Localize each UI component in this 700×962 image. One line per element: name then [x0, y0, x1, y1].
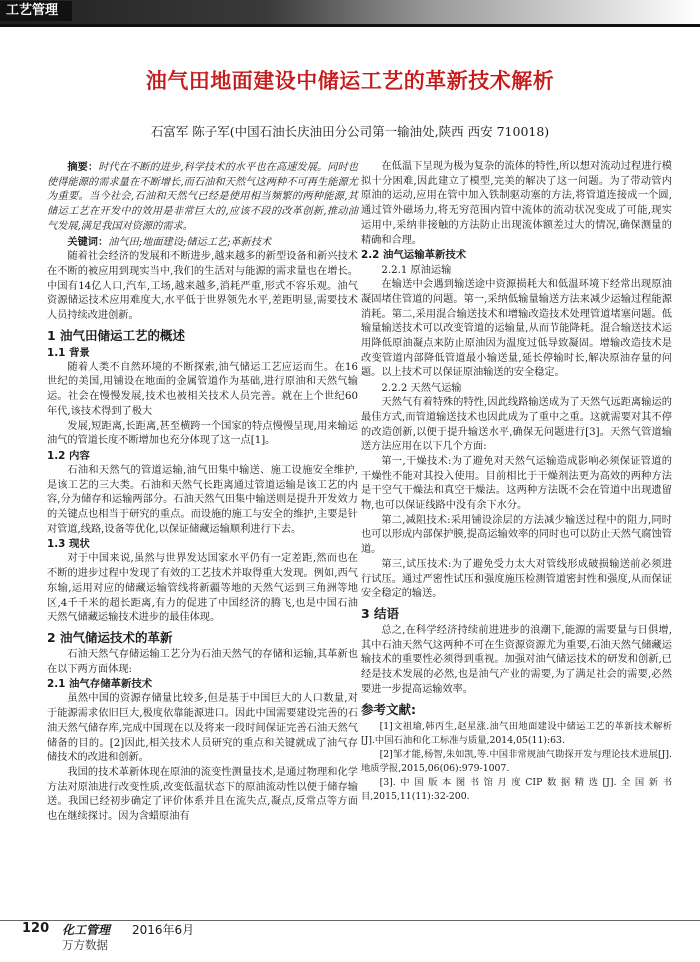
paragraph: 天然气有着特殊的特性,因此线路输送成为了天然气远距离输运的最佳方式,而管道输送技术也因此成为了重中之重。这就需要对其不停的改造创新,以便于提升输送水平,确保无问题进行[3]。天然气管道输送方法应用在以下几个方面:	[361, 397, 672, 453]
article-authors: 石富军 陈子军(中国石油长庆油田分公司第一输油处,陕西 西安 710018)	[150, 124, 550, 139]
keywords-text: 油气田;地面建设;储运工艺;革新技术	[108, 236, 272, 248]
subsection-heading: 2.1 油气存储革新技术	[47, 678, 153, 691]
paragraph: 在低温下呈现为极为复杂的流体的特性,所以想对流动过程进行模拟十分困难,因此建立了模型,完美的解决了这一问题。为了带动管内原油的运动,应用在管中加入铁制驱动塞的方法,将管道连接成一个圆,通过管外磁场力,将无穷范围内管中流体的流动状况变成了可能,现实运用中,采纳非接触的方法防止出现流体额差过大的情况,确保测量的精确和合理。	[361, 161, 672, 246]
section-heading: 1 油气田储运工艺的概述	[47, 327, 186, 343]
references-list	[361, 720, 672, 804]
issue-date: 2016年6月	[132, 923, 195, 937]
section-heading: 3 结语	[361, 605, 400, 621]
references-heading: 参考文献:	[361, 701, 416, 717]
paragraph: 第二,减阻技术:采用铺设涂层的方法减少输送过程中的阻力,同时也可以形成内部保护膜,提高运输效率的同时也可以防止天然气腐蚀管道。	[361, 514, 672, 556]
paragraph: 第一,干燥技术:为了避免对天然气运输造成影响必须保证管道的干燥性不能对其投入使用。目前相比于干燥剂法更为高效的两种方法是干空气干燥法和真空干燥法。这两种方法既不会在管道中出现遗留物,也可以保证线路中没有余下水分。	[361, 455, 672, 512]
watermark-text: 万方数据	[62, 938, 108, 952]
right-column	[361, 160, 672, 804]
intro-paragraph: 随着社会经济的发展和不断进步,越来越多的新型设备和新兴技术在不断的被应用到现实当中,我们的生活对与能源的需求量也在增长。中国有14亿人口,汽车,工场,越来越多,消耗严重,形式不容乐观。油气资源储运技术应用难度大,水平低于世界领先水平,差距明显,需要技术人员持续改进创新。	[47, 251, 358, 322]
section-heading: 2 油气储运技术的革新	[47, 629, 173, 645]
subsubsection-heading: 2.2.2 天然气运输	[381, 383, 462, 395]
paragraph: 石油天然气存储运输工艺分为石油天然气的存储和运输,其革新也在以下两方面体现:	[47, 648, 358, 675]
header-rule	[0, 24, 700, 27]
page-number: 120	[22, 921, 50, 936]
subsection-heading: 1.2 内容	[47, 449, 90, 462]
paragraph: 对于中国来说,虽然与世界发达国家水平仍有一定差距,然而也在不断的进步过程中发现了有效的工艺技术并取得重大发现。例如,西气东输,运用对应的储藏运输管线将新疆等地的天然气运到三角洲等地区,4千千米的超长距离,有力的促进了中国经济的腾飞,也是中国石油天然气储藏运输技术进步的最佳体现。	[47, 553, 358, 624]
paragraph: 随着人类不自然环境的不断探索,油气储运工艺应运而生。在16世纪的美国,用铺设在地面的金属管道作为基础,进行原油和天然气输运。社会在慢慢发展,技术也被相关技术人员完善。就在上个世纪60年代,该技术得到了极大	[47, 361, 358, 417]
paragraph: 总之,在科学经济持续前进进步的浪潮下,能源的需要量与日俱增,其中石油天然气这两种不可在生资源资源尤为重要,石油天然气储藏运输技术的重要性必须得到重视。加强对油气储运技术的研发和创新,已经是技术发展的必然,也是油气产业的需要,为了满足社会的需要,必然要进一步提高运输效率。	[361, 624, 672, 695]
header-band	[0, 0, 700, 26]
article-title: 油气田地面建设中储运工艺的革新技术解析	[145, 69, 555, 93]
reference-item: [2]邹才能,杨智,朱如凯,等.中国非常规油气勘探开发与理论技术进展[J].地质学报,2015,06(06):979-1007.	[361, 748, 672, 774]
section-label: 工艺管理	[0, 1, 72, 21]
reference-item: [1]文祖瑜,韩丙生,赵星涨.油气田地面建设中储运工艺的革新技术解析[J].中国石油和化工标准与质量,2014,05(11):63.	[361, 720, 672, 746]
left-column	[47, 160, 358, 825]
paragraph: 虽然中国的资源存储量比较多,但是基于中国巨大的人口数量,对于能源需求依旧巨大,极度依靠能源进口。因此中国需要建设完善的石油天然气储存库,完成中国现在以及将来一段时间保证完善石油天然气储备的目的。[2]因此,相关技术人员研究的重点和关键就成了油气存储技术的改进和创新。	[47, 693, 358, 764]
abstract-text: 时代在不断的进步,科学技术的水平也在高速发展。同时也使得能源的需求量在不断增长,而石油和天然气这两种不可再生能源尤为重要。当今社会,石油和天然气已经是使用相当频繁的两种能源,其储运工艺在开发中的效用是非常巨大的,应该不段的改革创新,推动油气发展,满足我国对资源的需求。	[47, 162, 358, 232]
paragraph: 发展,短距离,长距离,甚至横跨一个国家的特点慢慢呈现,用来输运油气的管道长度不断增加也充分体现了这一点[1]。	[47, 420, 358, 447]
subsubsection-heading: 2.2.1 原油运输	[381, 265, 452, 277]
paragraph: 我国的技术革新体现在原油的流变性测量技术,是通过物理和化学方法对原油进行改变性质,改变低温状态下的原油流动性以便于储存输送。我国已经初步确定了评价体系并且在流失点,凝点,反常点等方面也在继续探讨。因为含蜡原油有	[47, 766, 358, 823]
paragraph: 第三,试压技术:为了避免受力太大对管线形成破损输送前必须进行试压。通过严密性试压和强度施压检测管道密封性和强度,从而保证安全稳定的输送。	[361, 558, 672, 600]
subsection-heading: 1.3 现状	[47, 538, 90, 551]
journal-name: 化工管理	[62, 923, 111, 937]
subsection-heading: 2.2 油气运输革新技术	[361, 249, 467, 262]
paragraph: 在输送中会遇到输送途中资源损耗大和低温环境下经常出现原油凝固堵住管道的问题。第一,采纳低输量输送方法来减少运输过程能源消耗。第二,采用混合输送技术和增输改造技术处理管道堵塞问题。低输量输送技术可以改变管道的运输量,从而节能降耗。混合输送技术运用降低原油凝点来防止原油因为温度过低导致凝固。增输改造技术是改变管道内部降低管道最小输送量,延长停输时长,解决原油存量的问题。以上技术可以保证原油输送的安全稳定。	[361, 279, 672, 379]
reference-item: [3].中国版本图书馆月度CIP数据精选[J].全国新书目,2015,11(11):32-200.	[361, 776, 672, 802]
abstract-label: 摘要：	[67, 161, 99, 173]
abstract-block	[47, 160, 358, 250]
keywords-label: 关键词：	[67, 235, 109, 248]
paragraph: 石油和天然气的管道运输,油气田集中输送、施工设施安全维护,是该工艺的三大类。石油和天然气长距离通过管道运输是该工艺的内容,分为储存和运输两部分。石油天然气田集中输送则是提升开发效力的关键点也相当于研究的重点。而设施的施工与安全的维护,主要是针对管道,线路,设备等优化,以保证储藏运输顺利进行下去。	[47, 464, 358, 535]
subsection-heading: 1.1 背景	[47, 346, 90, 359]
